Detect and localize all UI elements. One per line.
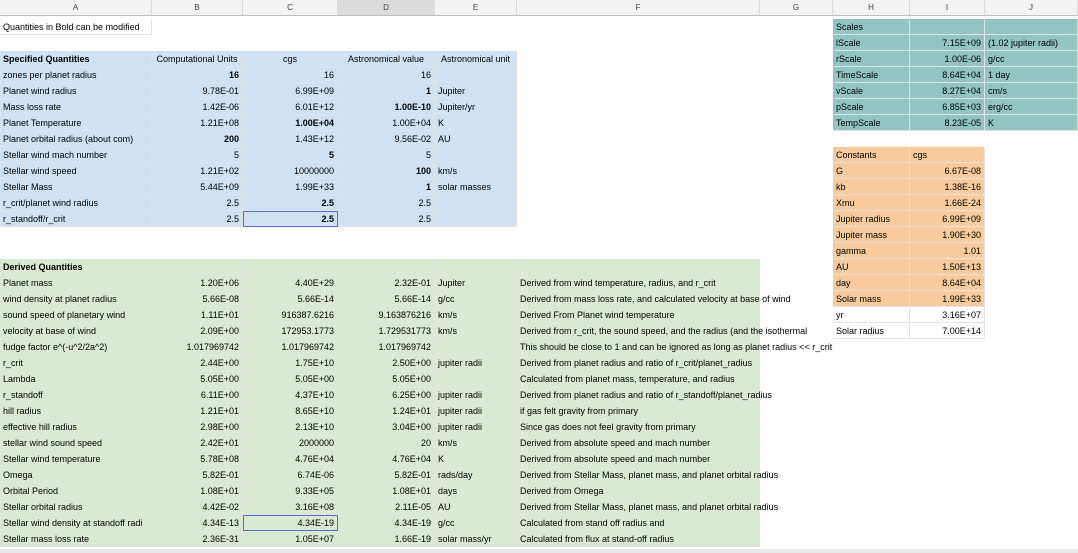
derived-value[interactable]: 4.34E-19 <box>243 515 338 531</box>
derived-value[interactable]: solar mass/yr <box>435 531 517 547</box>
specified-value[interactable]: 10000000 <box>243 163 338 179</box>
constants-unit[interactable]: cgs <box>910 147 985 163</box>
derived-value[interactable]: 2.13E+10 <box>243 419 338 435</box>
specified-value[interactable]: 9.56E-02 <box>338 131 435 147</box>
derived-label[interactable]: Stellar mass loss rate <box>0 531 152 547</box>
derived-value[interactable]: 2.98E+00 <box>152 419 243 435</box>
scales-blank[interactable] <box>985 19 1078 35</box>
derived-value[interactable]: 4.34E-19 <box>338 515 435 531</box>
derived-value[interactable]: 4.42E-02 <box>152 499 243 515</box>
derived-note[interactable]: Calculated from planet mass, temperature, and radius <box>517 371 760 387</box>
derived-note[interactable]: Derived from planet radius and ratio of r_crit/planet_radius <box>517 355 760 371</box>
derived-label[interactable]: velocity at base of wind <box>0 323 152 339</box>
specified-value[interactable]: 2.5 <box>243 195 338 211</box>
column-header-i[interactable]: I <box>910 0 985 16</box>
specified-header[interactable]: Astronomical value <box>338 51 435 67</box>
specified-value[interactable]: 2.5 <box>338 195 435 211</box>
derived-value[interactable]: jupiter radii <box>435 419 517 435</box>
specified-value[interactable] <box>435 147 517 163</box>
specified-value[interactable]: 2.5 <box>243 211 338 227</box>
specified-value[interactable]: 1.42E-06 <box>152 99 243 115</box>
specified-value[interactable]: solar masses <box>435 179 517 195</box>
constant-label[interactable]: Jupiter radius <box>833 211 910 227</box>
derived-value[interactable]: 2.50E+00 <box>338 355 435 371</box>
derived-note[interactable]: Calculated from flux at stand-off radius <box>517 531 760 547</box>
derived-value[interactable]: 1.21E+01 <box>152 403 243 419</box>
scale-label[interactable]: rScale <box>833 51 910 67</box>
derived-note[interactable]: if gas felt gravity from primary <box>517 403 760 419</box>
specified-value[interactable]: 1.00E+04 <box>338 115 435 131</box>
column-header-f[interactable]: F <box>517 0 760 16</box>
derived-value[interactable]: 1.11E+01 <box>152 307 243 323</box>
derived-label[interactable]: r_crit <box>0 355 152 371</box>
derived-label[interactable]: r_standoff <box>0 387 152 403</box>
derived-note[interactable]: This should be close to 1 and can be ignored as long as planet radius << r_crit <box>517 339 760 355</box>
derived-value[interactable]: 2.32E-01 <box>338 275 435 291</box>
derived-label[interactable]: stellar wind sound speed <box>0 435 152 451</box>
constant-label[interactable]: Solar radius <box>833 323 910 339</box>
derived-value[interactable]: AU <box>435 499 517 515</box>
derived-value[interactable]: 2.11E-05 <box>338 499 435 515</box>
constant-label[interactable]: G <box>833 163 910 179</box>
constant-value[interactable]: 1.90E+30 <box>910 227 985 243</box>
specified-label[interactable]: Stellar Mass <box>0 179 152 195</box>
column-header-j[interactable]: J <box>985 0 1078 16</box>
derived-note[interactable]: Derived from planet radius and ratio of r_standoff/planet_radius <box>517 387 760 403</box>
column-header-d[interactable]: D <box>338 0 435 16</box>
derived-value[interactable]: 4.37E+10 <box>243 387 338 403</box>
constant-value[interactable]: 3.16E+07 <box>910 307 985 323</box>
scale-unit[interactable]: 1 day <box>985 67 1078 83</box>
derived-value[interactable]: 8.65E+10 <box>243 403 338 419</box>
specified-value[interactable]: 5 <box>243 147 338 163</box>
specified-label[interactable]: Stellar wind mach number <box>0 147 152 163</box>
derived-value[interactable]: 5.82E-01 <box>152 467 243 483</box>
derived-value[interactable]: 1.08E+01 <box>152 483 243 499</box>
specified-value[interactable]: 6.01E+12 <box>243 99 338 115</box>
constant-value[interactable]: 1.66E-24 <box>910 195 985 211</box>
derived-label[interactable]: Stellar wind temperature <box>0 451 152 467</box>
derived-value[interactable]: g/cc <box>435 515 517 531</box>
specified-value[interactable]: 1 <box>338 83 435 99</box>
specified-value[interactable]: 1.00E-10 <box>338 99 435 115</box>
derived-value[interactable]: jupiter radii <box>435 355 517 371</box>
column-header-a[interactable]: A <box>0 0 152 16</box>
derived-value[interactable]: 5.82E-01 <box>338 467 435 483</box>
constant-value[interactable]: 6.67E-08 <box>910 163 985 179</box>
derived-value[interactable]: 1.017969742 <box>152 339 243 355</box>
specified-value[interactable]: 1.99E+33 <box>243 179 338 195</box>
derived-value[interactable]: km/s <box>435 435 517 451</box>
derived-value[interactable]: 1.08E+01 <box>338 483 435 499</box>
derived-note[interactable]: Derived from Stellar Mass, planet mass, and planet orbital radius <box>517 499 760 515</box>
scale-unit[interactable]: (1.02 jupiter radii) <box>985 35 1078 51</box>
scale-value[interactable]: 8.23E-05 <box>910 115 985 131</box>
column-header-b[interactable]: B <box>152 0 243 16</box>
scales-blank[interactable] <box>910 19 985 35</box>
derived-value[interactable]: 1.75E+10 <box>243 355 338 371</box>
scale-value[interactable]: 8.64E+04 <box>910 67 985 83</box>
scale-label[interactable]: TimeScale <box>833 67 910 83</box>
specified-value[interactable]: 2.5 <box>338 211 435 227</box>
derived-blank[interactable] <box>152 259 243 275</box>
constant-label[interactable]: gamma <box>833 243 910 259</box>
specified-value[interactable]: Jupiter <box>435 83 517 99</box>
constant-value[interactable]: 1.38E-16 <box>910 179 985 195</box>
constant-label[interactable]: kb <box>833 179 910 195</box>
derived-note[interactable]: Derived from Stellar Mass, planet mass, and planet orbital radius <box>517 467 760 483</box>
derived-title[interactable]: Derived Quantities <box>0 259 152 275</box>
derived-label[interactable]: effective hill radius <box>0 419 152 435</box>
derived-value[interactable]: 4.34E-13 <box>152 515 243 531</box>
specified-label[interactable]: Stellar wind speed <box>0 163 152 179</box>
specified-header[interactable]: cgs <box>243 51 338 67</box>
derived-blank[interactable] <box>338 259 435 275</box>
derived-value[interactable]: 1.66E-19 <box>338 531 435 547</box>
derived-value[interactable] <box>435 339 517 355</box>
derived-value[interactable]: km/s <box>435 307 517 323</box>
derived-label[interactable]: sound speed of planetary wind <box>0 307 152 323</box>
derived-value[interactable]: g/cc <box>435 291 517 307</box>
derived-value[interactable]: jupiter radii <box>435 387 517 403</box>
specified-value[interactable]: 1.21E+02 <box>152 163 243 179</box>
derived-label[interactable]: Orbital Period <box>0 483 152 499</box>
derived-value[interactable]: 1.017969742 <box>338 339 435 355</box>
scale-label[interactable]: TempScale <box>833 115 910 131</box>
derived-value[interactable]: 5.05E+00 <box>338 371 435 387</box>
scale-label[interactable]: pScale <box>833 99 910 115</box>
derived-value[interactable]: 1.729531773 <box>338 323 435 339</box>
specified-value[interactable]: 5 <box>152 147 243 163</box>
derived-value[interactable]: km/s <box>435 323 517 339</box>
derived-value[interactable]: 2.09E+00 <box>152 323 243 339</box>
constants-title[interactable]: Constants <box>833 147 910 163</box>
derived-value[interactable]: 2.36E-31 <box>152 531 243 547</box>
specified-value[interactable]: Jupiter/yr <box>435 99 517 115</box>
derived-blank[interactable] <box>517 259 760 275</box>
specified-title[interactable]: Specified Quantities <box>0 51 152 67</box>
horizontal-scrollbar[interactable] <box>0 549 1078 553</box>
specified-value[interactable] <box>435 67 517 83</box>
derived-value[interactable]: 5.66E-14 <box>338 291 435 307</box>
derived-label[interactable]: Omega <box>0 467 152 483</box>
specified-value[interactable]: 16 <box>243 67 338 83</box>
derived-value[interactable]: 5.78E+08 <box>152 451 243 467</box>
derived-value[interactable]: Jupiter <box>435 275 517 291</box>
constant-label[interactable]: AU <box>833 259 910 275</box>
derived-value[interactable] <box>435 371 517 387</box>
derived-note[interactable]: Derived from absolute speed and mach number <box>517 451 760 467</box>
derived-note[interactable]: Derived from absolute speed and mach number <box>517 435 760 451</box>
specified-value[interactable] <box>435 195 517 211</box>
derived-note[interactable]: Derived from Omega <box>517 483 760 499</box>
specified-value[interactable]: 1.00E+04 <box>243 115 338 131</box>
specified-label[interactable]: r_crit/planet wind radius <box>0 195 152 211</box>
specified-value[interactable]: 16 <box>152 67 243 83</box>
scale-unit[interactable]: g/cc <box>985 51 1078 67</box>
constant-value[interactable]: 1.01 <box>910 243 985 259</box>
derived-value[interactable]: 6.74E-06 <box>243 467 338 483</box>
derived-value[interactable]: 6.25E+00 <box>338 387 435 403</box>
specified-header[interactable]: Astronomical unit <box>435 51 517 67</box>
specified-value[interactable]: km/s <box>435 163 517 179</box>
derived-value[interactable]: days <box>435 483 517 499</box>
specified-value[interactable]: 9.78E-01 <box>152 83 243 99</box>
specified-value[interactable]: AU <box>435 131 517 147</box>
derived-value[interactable]: rads/day <box>435 467 517 483</box>
note-text[interactable]: Quantities in Bold can be modified <box>0 19 152 35</box>
derived-note[interactable]: Derived From Planet wind temperature <box>517 307 760 323</box>
specified-value[interactable]: 100 <box>338 163 435 179</box>
derived-value[interactable]: 4.76E+04 <box>243 451 338 467</box>
derived-label[interactable]: fudge factor e^(-u^2/2a^2) <box>0 339 152 355</box>
derived-value[interactable]: 5.05E+00 <box>243 371 338 387</box>
constant-label[interactable]: day <box>833 275 910 291</box>
derived-value[interactable]: 1.24E+01 <box>338 403 435 419</box>
constant-label[interactable]: Xmu <box>833 195 910 211</box>
derived-value[interactable]: 2000000 <box>243 435 338 451</box>
derived-label[interactable]: hill radius <box>0 403 152 419</box>
specified-value[interactable]: 2.5 <box>152 195 243 211</box>
specified-value[interactable]: K <box>435 115 517 131</box>
derived-label[interactable]: Planet mass <box>0 275 152 291</box>
derived-label[interactable]: wind density at planet radius <box>0 291 152 307</box>
column-header-g[interactable]: G <box>760 0 833 16</box>
specified-value[interactable]: 1 <box>338 179 435 195</box>
derived-note[interactable]: Derived from r_crit, the sound speed, and the radius (and the isothermal <box>517 323 760 339</box>
specified-label[interactable]: Planet wind radius <box>0 83 152 99</box>
derived-value[interactable]: 9.163876216 <box>338 307 435 323</box>
derived-note[interactable]: Calculated from stand off radius and <box>517 515 760 531</box>
specified-value[interactable]: 5.44E+09 <box>152 179 243 195</box>
specified-value[interactable]: 1.43E+12 <box>243 131 338 147</box>
specified-value[interactable] <box>435 211 517 227</box>
specified-value[interactable]: 2.5 <box>152 211 243 227</box>
derived-note[interactable]: Since gas does not feel gravity from primary <box>517 419 760 435</box>
derived-blank[interactable] <box>435 259 517 275</box>
derived-value[interactable]: 4.40E+29 <box>243 275 338 291</box>
derived-value[interactable]: 9.33E+05 <box>243 483 338 499</box>
constant-label[interactable]: yr <box>833 307 910 323</box>
derived-label[interactable]: Lambda <box>0 371 152 387</box>
scale-value[interactable]: 7.15E+09 <box>910 35 985 51</box>
scale-label[interactable]: vScale <box>833 83 910 99</box>
specified-label[interactable]: Planet Temperature <box>0 115 152 131</box>
derived-note[interactable]: Derived from wind temperature, radius, and r_crit <box>517 275 760 291</box>
derived-note[interactable]: Derived from mass loss rate, and calculated velocity at base of wind <box>517 291 760 307</box>
derived-label[interactable]: Stellar wind density at standoff radi <box>0 515 152 531</box>
scale-unit[interactable]: cm/s <box>985 83 1078 99</box>
specified-value[interactable]: 1.21E+08 <box>152 115 243 131</box>
specified-label[interactable]: Mass loss rate <box>0 99 152 115</box>
constant-value[interactable]: 8.64E+04 <box>910 275 985 291</box>
derived-value[interactable]: K <box>435 451 517 467</box>
column-header-c[interactable]: C <box>243 0 338 16</box>
specified-header[interactable]: Computational Units <box>152 51 243 67</box>
derived-value[interactable]: 3.04E+00 <box>338 419 435 435</box>
derived-value[interactable]: 1.20E+06 <box>152 275 243 291</box>
specified-label[interactable]: zones per planet radius <box>0 67 152 83</box>
specified-label[interactable]: r_standoff/r_crit <box>0 211 152 227</box>
derived-value[interactable]: 3.16E+08 <box>243 499 338 515</box>
derived-value[interactable]: 5.66E-08 <box>152 291 243 307</box>
scale-value[interactable]: 8.27E+04 <box>910 83 985 99</box>
scale-label[interactable]: lScale <box>833 35 910 51</box>
specified-value[interactable]: 200 <box>152 131 243 147</box>
derived-value[interactable]: 1.05E+07 <box>243 531 338 547</box>
constant-value[interactable]: 1.99E+33 <box>910 291 985 307</box>
derived-blank[interactable] <box>243 259 338 275</box>
derived-value[interactable]: 916387.6216 <box>243 307 338 323</box>
scales-title[interactable]: Scales <box>833 19 910 35</box>
derived-value[interactable]: 5.66E-14 <box>243 291 338 307</box>
derived-value[interactable]: 5.05E+00 <box>152 371 243 387</box>
derived-value[interactable]: 6.11E+00 <box>152 387 243 403</box>
derived-value[interactable]: 4.76E+04 <box>338 451 435 467</box>
constant-value[interactable]: 1.50E+13 <box>910 259 985 275</box>
specified-value[interactable]: 6.99E+09 <box>243 83 338 99</box>
derived-value[interactable]: 2.42E+01 <box>152 435 243 451</box>
column-header-h[interactable]: H <box>833 0 910 16</box>
constant-label[interactable]: Jupiter mass <box>833 227 910 243</box>
constant-label[interactable]: Solar mass <box>833 291 910 307</box>
scale-value[interactable]: 1.00E-06 <box>910 51 985 67</box>
derived-value[interactable]: 20 <box>338 435 435 451</box>
column-header-e[interactable]: E <box>435 0 517 16</box>
scale-unit[interactable]: K <box>985 115 1078 131</box>
constant-value[interactable]: 7.00E+14 <box>910 323 985 339</box>
specified-value[interactable]: 5 <box>338 147 435 163</box>
specified-label[interactable]: Planet orbital radius (about com) <box>0 131 152 147</box>
specified-value[interactable]: 16 <box>338 67 435 83</box>
derived-label[interactable]: Stellar orbital radius <box>0 499 152 515</box>
constant-value[interactable]: 6.99E+09 <box>910 211 985 227</box>
scale-value[interactable]: 6.85E+03 <box>910 99 985 115</box>
derived-value[interactable]: 1.017969742 <box>243 339 338 355</box>
derived-value[interactable]: 172953.1773 <box>243 323 338 339</box>
derived-value[interactable]: jupiter radii <box>435 403 517 419</box>
scale-unit[interactable]: erg/cc <box>985 99 1078 115</box>
derived-value[interactable]: 2.44E+00 <box>152 355 243 371</box>
